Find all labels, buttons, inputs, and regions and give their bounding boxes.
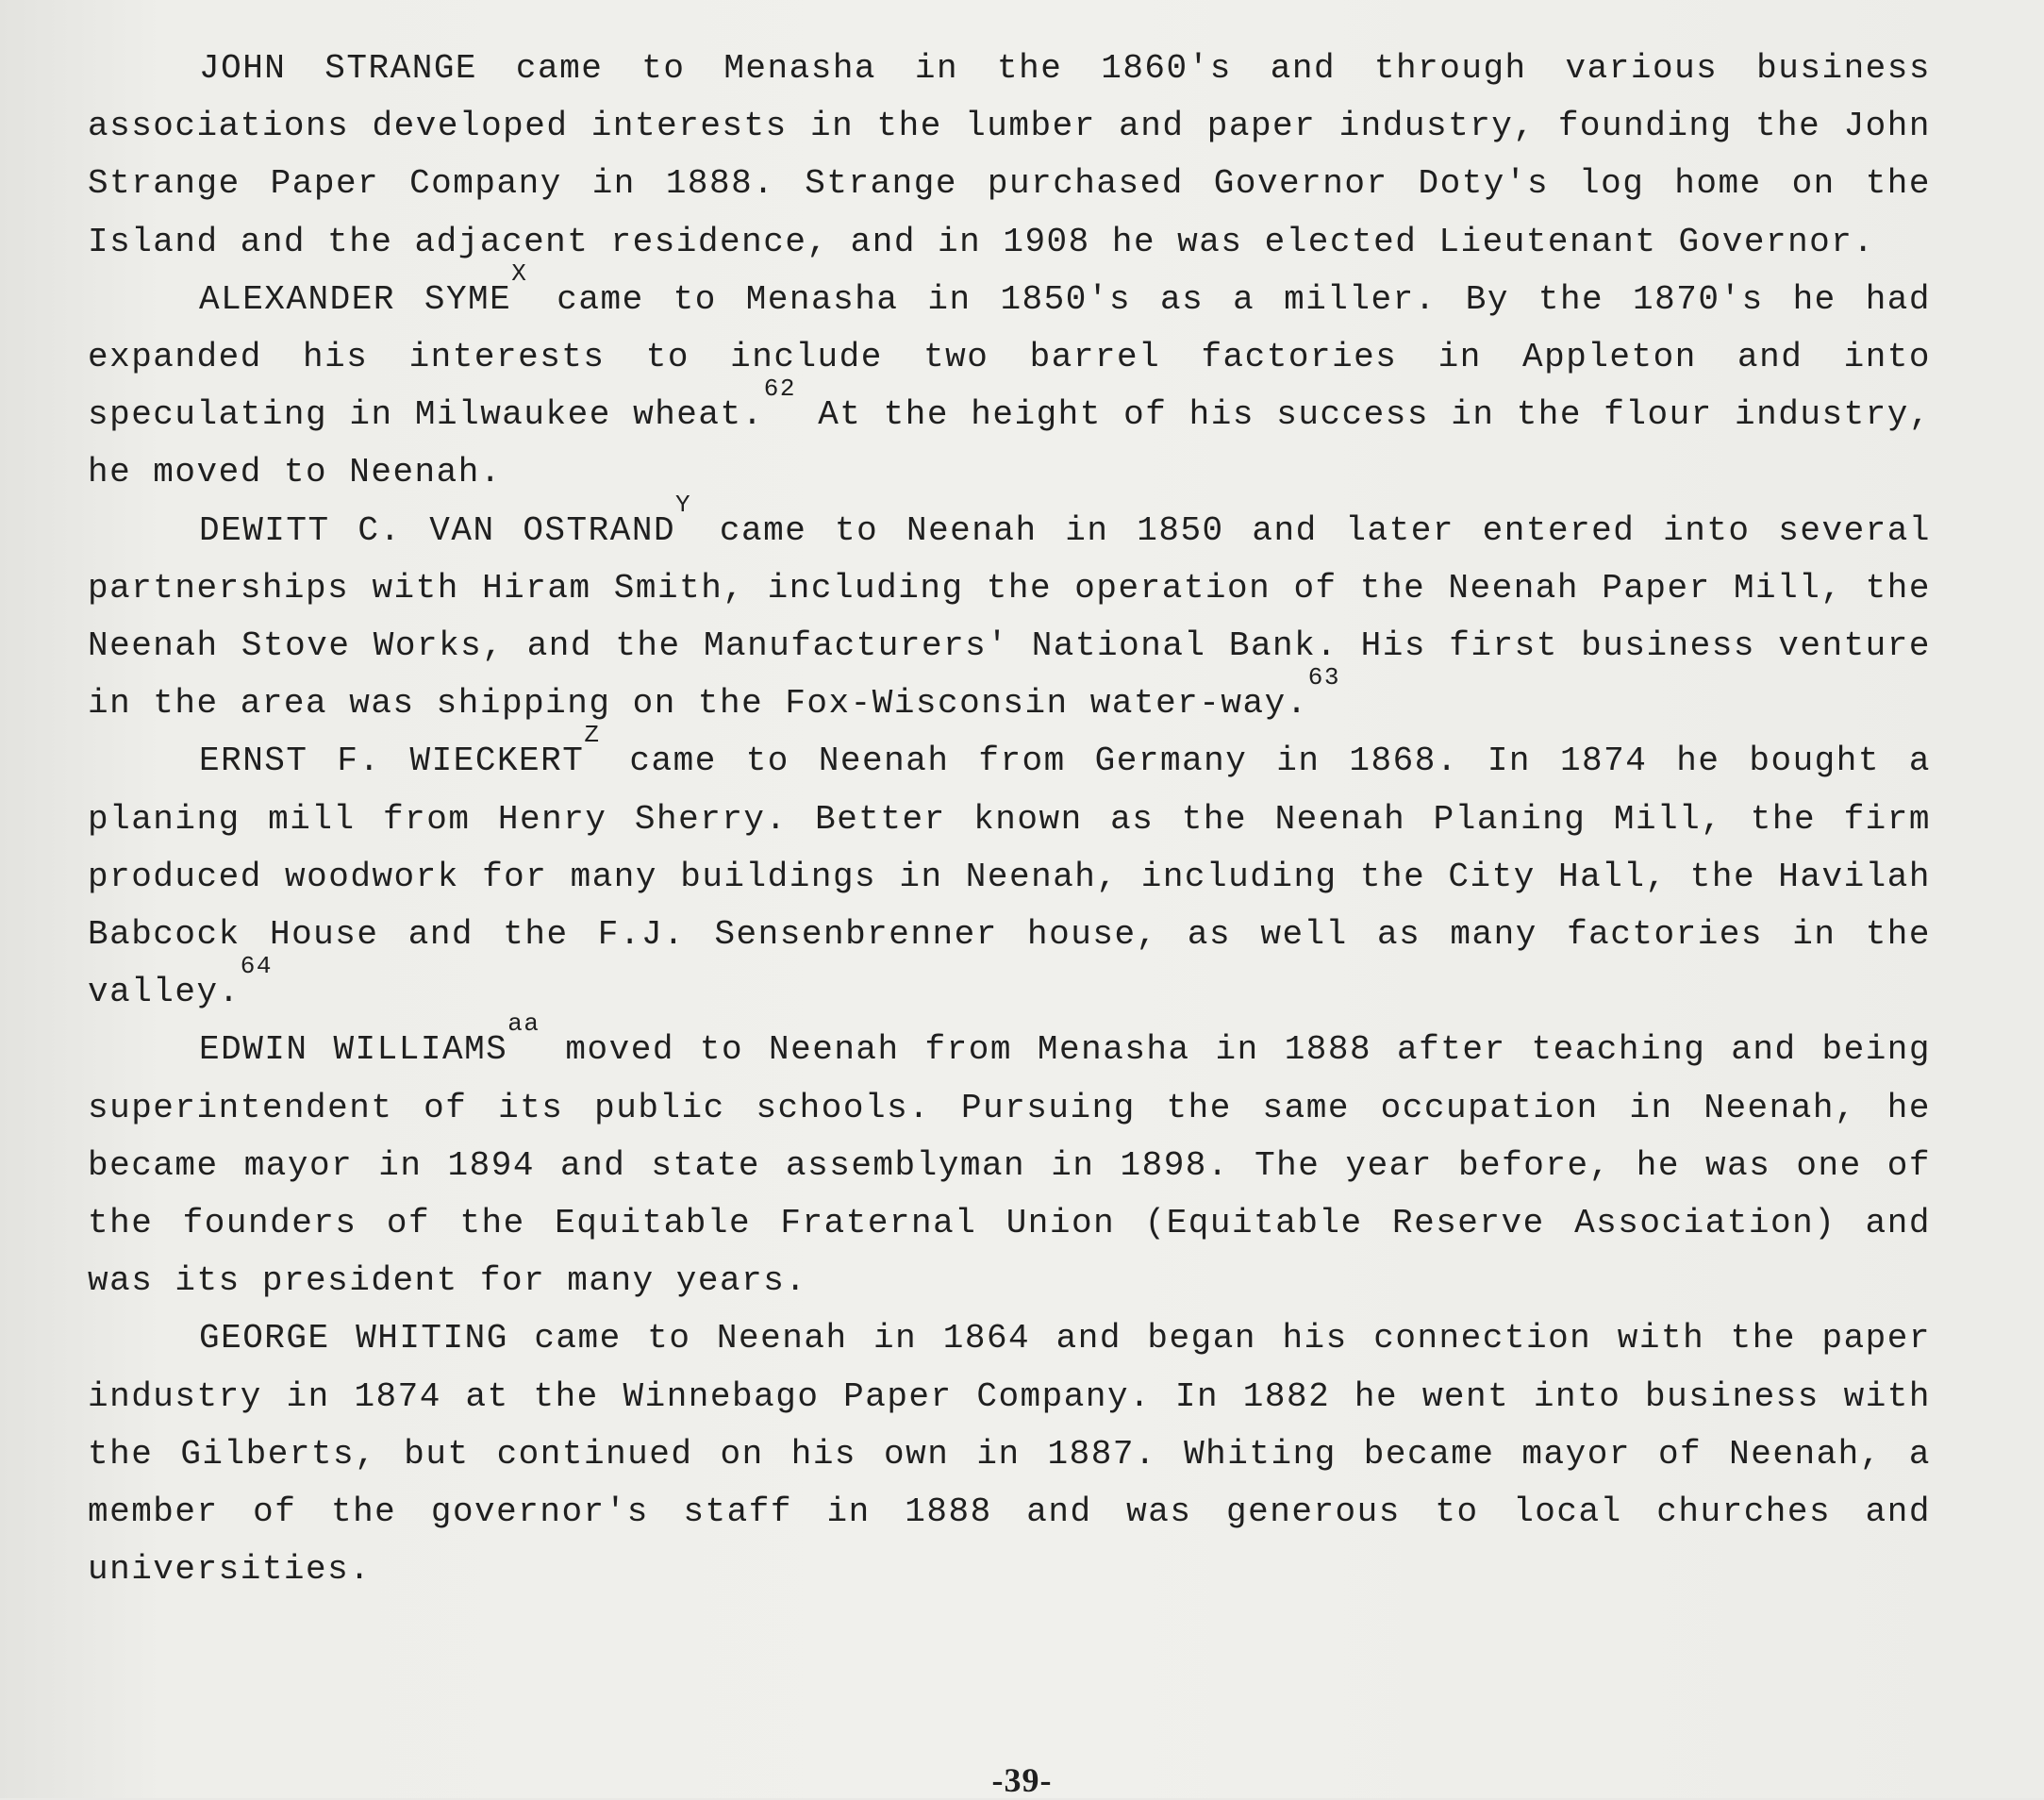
footnote-marker: Y: [675, 490, 692, 519]
paragraph-text: ERNST F. WIECKERT: [199, 742, 585, 781]
footnote-marker: 62: [763, 375, 796, 404]
footnote-marker: 64: [240, 952, 273, 981]
footnote-marker: 63: [1307, 663, 1341, 692]
footnote-marker: aa: [507, 1009, 540, 1039]
paragraph-george-whiting: [88, 1309, 1931, 1598]
paragraph-text: came to Neenah in 1850 and later entered into several partnerships with Hiram Smith, including the operation of the Neenah Paper Mill, the Neenah Stove Works, and the Manufacturers' National Bank. His first business venture in the area was shipping on the Fox-Wisconsin water-way.: [88, 510, 1931, 724]
paragraph-alexander-syme: [88, 258, 1932, 502]
paragraph-text: moved to Neenah from Menasha in 1888 after teaching and being superintendent of its public schools. Pursuing the same occupation in Neenah, he became mayor in 1894 and state assemblyman in 1898. The year before, he was one of the founders of the Equitable Fraternal Union (Equitable Reserve Association) and was its president for many years.: [88, 1030, 1931, 1301]
paragraph-text: ALEXANDER SYME: [199, 279, 512, 319]
page-number: -39-: [991, 1761, 1053, 1799]
body-text: [88, 40, 1931, 1598]
paragraph-text: came to Neenah from Germany in 1868. In 1874 he bought a planing mill from Henry Sherry. Better known as the Neenah Planing Mill, the firm produced woodwork for many buildings in Neenah, including the City Hall, the Havilah Babcock House and the F.J. Sensenbrenner house, as well as many factories in the valley.: [88, 742, 1932, 1012]
paragraph-text: GEORGE WHITING came to Neenah in 1864 and began his connection with the paper industry in 1874 at the Winnebago Paper Company. In 1882 he went into business with the Gilberts, but continued on his own in 1887. Whiting became mayor of Neenah, a member of the governor's staff in 1888 and was generous to local churches and universities.: [88, 1319, 1931, 1590]
paragraph-text: came to Menasha in 1850's as a miller. By the 1870's he had expanded his interests to include two barrel factories in Appleton and into speculating in Milwaukee wheat.: [88, 279, 1932, 435]
paragraph-text: EDWIN WILLIAMS: [199, 1030, 508, 1070]
paragraph-text: At the height of his success in the flour industry, he moved to Neenah.: [88, 395, 1931, 492]
paragraph-john-strange: [88, 40, 1931, 271]
footnote-marker: X: [511, 258, 528, 288]
paragraph-ernst-wieckert: [88, 721, 1932, 1021]
paragraph-edwin-williams: [88, 1009, 1931, 1309]
paragraph-text: DEWITT C. VAN OSTRAND: [199, 510, 676, 550]
paragraph-text: JOHN STRANGE came to Menasha in the 1860's and through various business associations developed interests in the lumber and paper industry, founding the John Strange Paper Company in 1888. Strange purchased Governor Doty's log home on the Island and the adjacent residence, and in 1908 he was elected Lieutenant Governor.: [88, 49, 1931, 261]
footnote-marker: Z: [584, 721, 601, 750]
paragraph-dewitt-van-ostrand: [88, 490, 1931, 733]
